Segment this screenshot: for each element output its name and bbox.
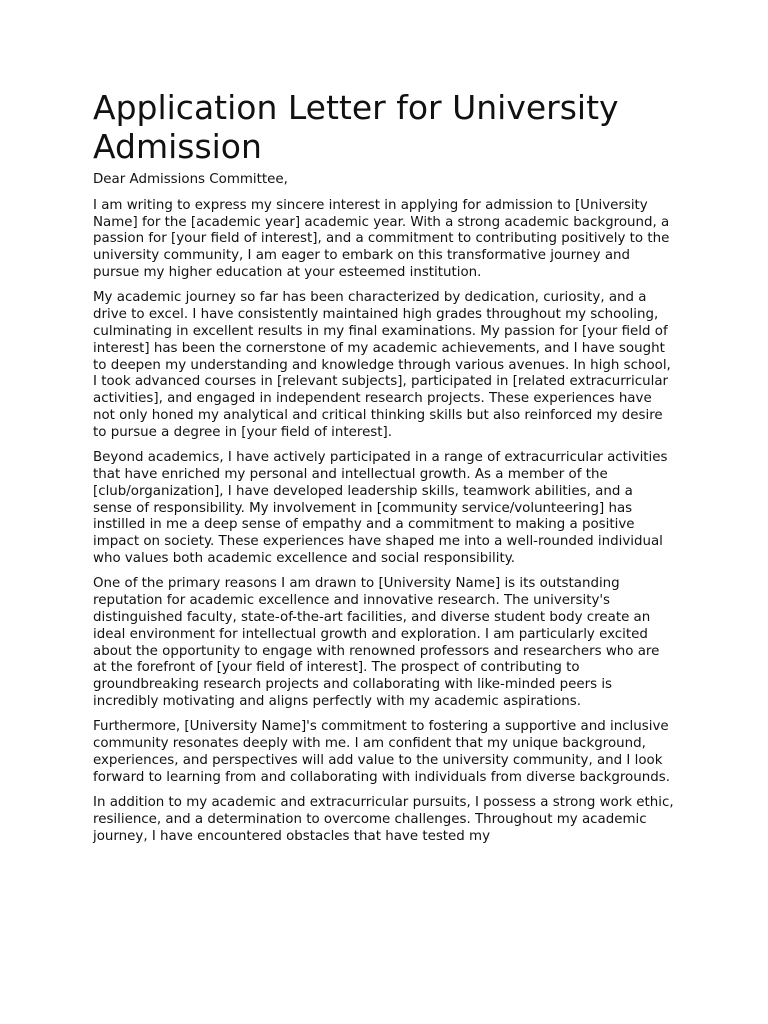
paragraph-academic-journey: My academic journey so far has been characterized by dedication, curiosity, and a drive to excel. I have consistently maintained high grades throughout my schooling, culminating in excellent results in my final examinations. My passion for [your field of interest] has been the cornerstone of my academic achievements, and I have sought to deepen my understanding and knowledge through various avenues. In high school, I took advanced courses in [relevant subjects], participated in [related extracurricular activities], and engaged in independent research projects. These experiences have not only honed my analytical and critical thinking skills but also reinforced my desire to pursue a degree in [your field of interest]. [93, 290, 671, 440]
paragraph-community: Furthermore, [University Name]'s commitment to fostering a supportive and inclusive community resonates deeply with me. I am confident that my unique background, experiences, and perspectives will add value to the university community, and I look forward to learning from and collaborating with individuals from diverse backgrounds. [93, 719, 670, 785]
paragraph-university-reasons: One of the primary reasons I am drawn to [University Name] is its outstanding reputation for academic excellence and innovative research. The university's distinguished faculty, state-of-the-art facilities, and diverse student body create an ideal environment for intellectual growth and exploration. I am particularly excited about the opportunity to engage with renowned professors and researchers who are at the forefront of [your field of interest]. The prospect of contributing to groundbreaking research projects and collaborating with like-minded peers is incredibly motivating and aligns perfectly with my academic aspirations. [93, 576, 660, 709]
paragraph-introduction: I am writing to express my sincere interest in applying for admission to [University Name] for the [academic year] academic year. With a strong academic background, a passion for [your field of interest], and a commitment to contributing positively to the university community, I am eager to embark on this transformative journey and pursue my higher education at your esteemed institution. [93, 197, 670, 280]
letter-title: Application Letter for University Admission [93, 88, 619, 166]
paragraph-extracurricular: Beyond academics, I have actively participated in a range of extracurricular activities that have enriched my personal and intellectual growth. As a member of the [club/organization], I have developed leadership skills, teamwork abilities, and a sense of responsibility. My involvement in [community service/volunteering] has instilled in me a deep sense of empathy and a commitment to making a positive impact on society. These experiences have shaped me into a well-rounded individual who values both academic excellence and social responsibility. [93, 450, 668, 566]
application-letter [93, 88, 675, 854]
letter-salutation: Dear Admissions Committee, [93, 172, 288, 187]
paragraph-personal-qualities: In addition to my academic and extracurricular pursuits, I possess a strong work ethic, resilience, and a determination to overcome challenges. Throughout my academic journey, I have encountered obstacles that have tested my [93, 795, 674, 844]
